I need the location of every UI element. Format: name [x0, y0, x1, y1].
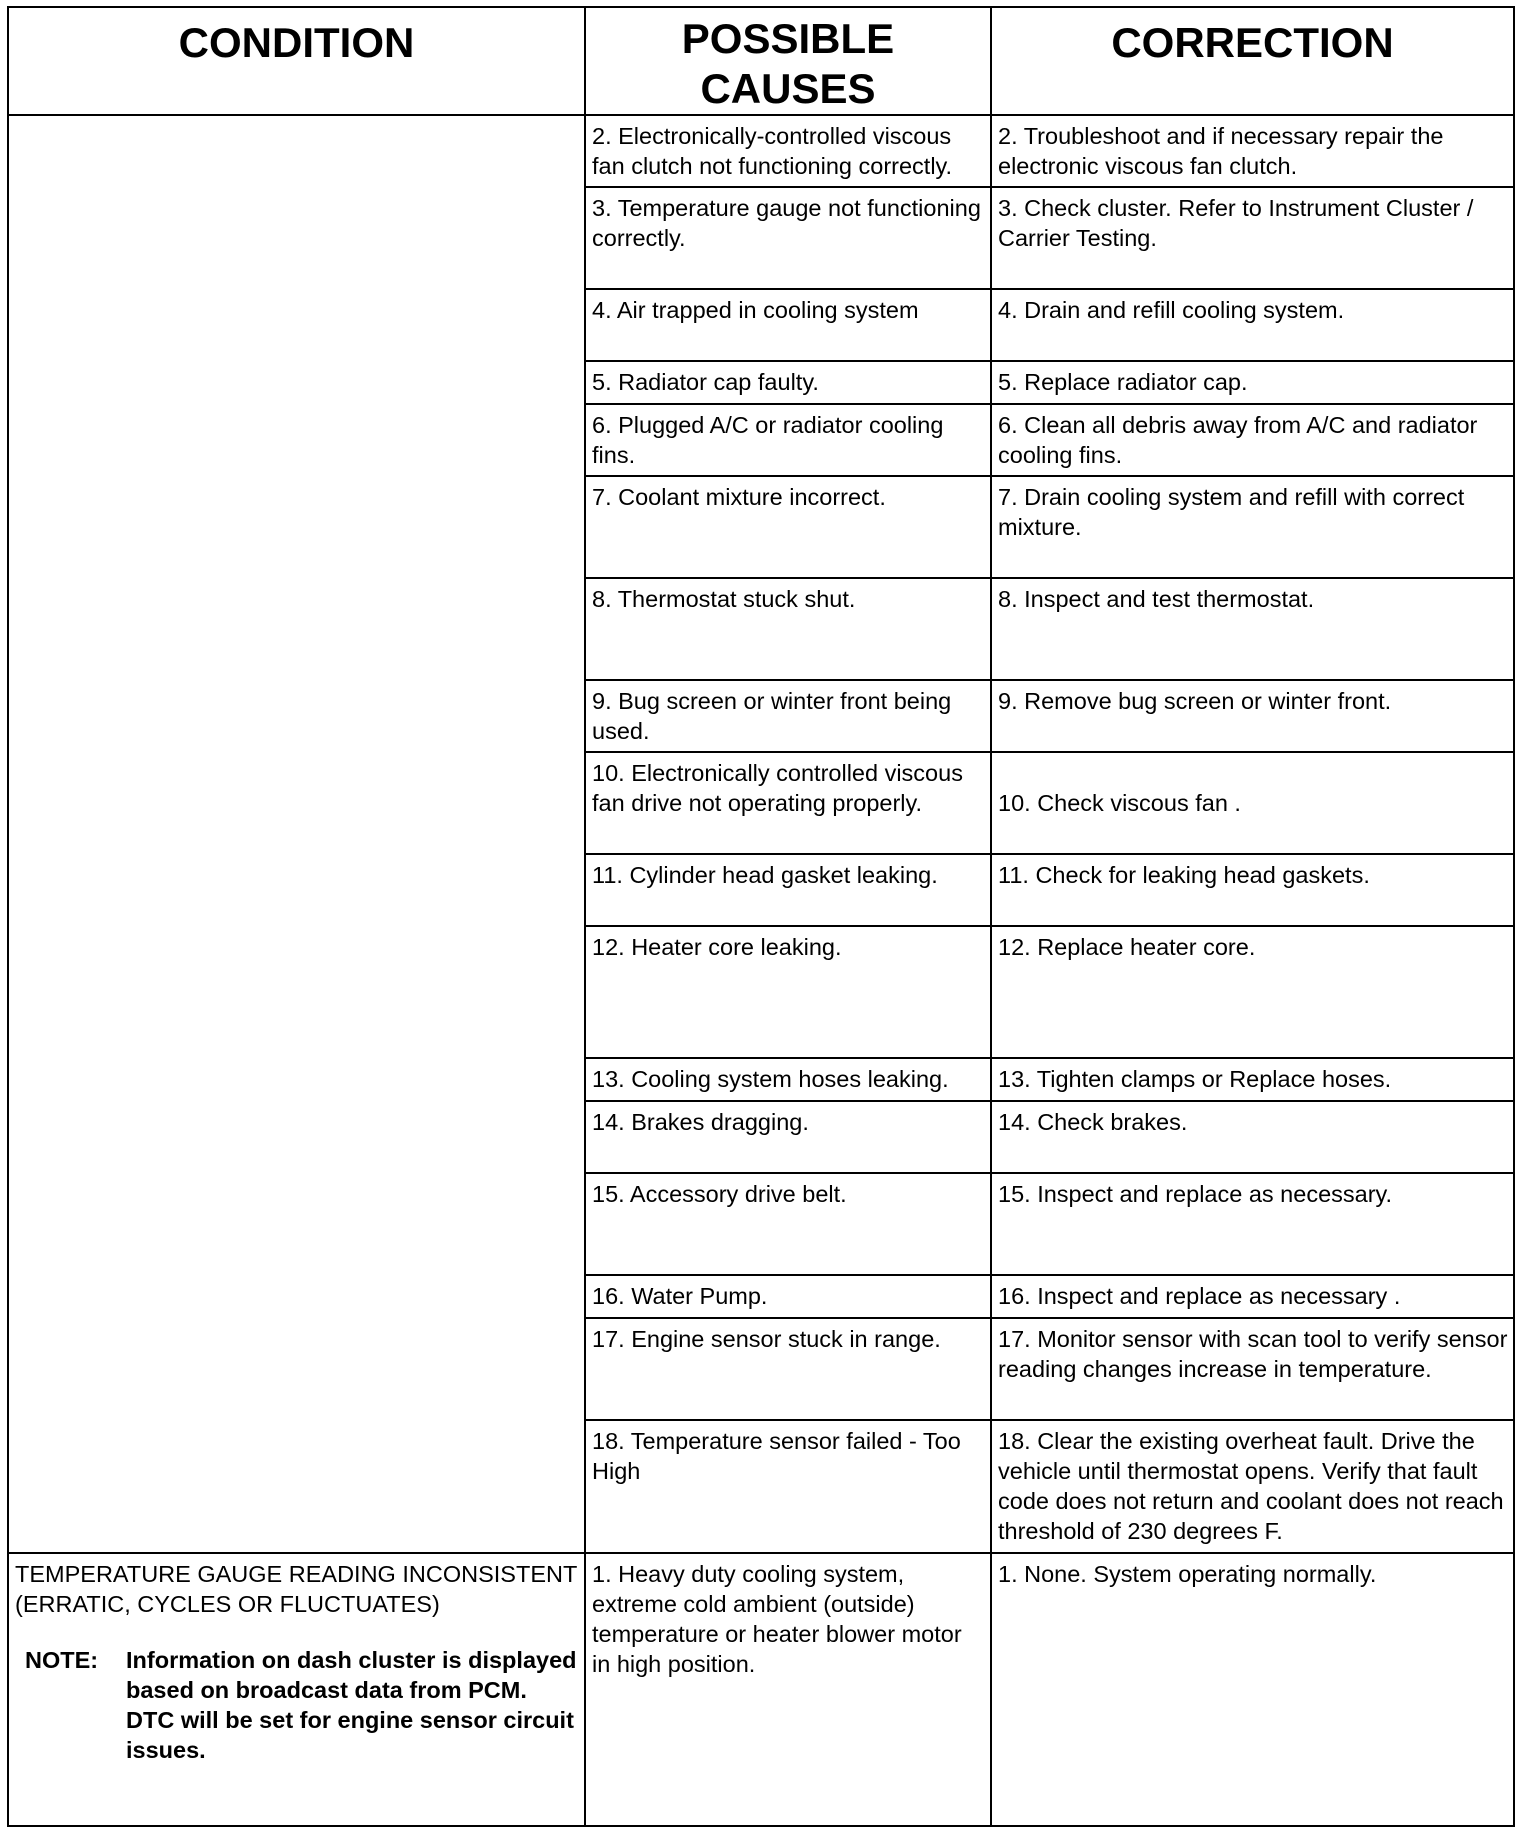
cause-cell: 15. Accessory drive belt.	[585, 1173, 991, 1275]
table-row	[8, 1420, 1514, 1553]
condition-cell	[8, 1318, 585, 1420]
condition-cell	[8, 289, 585, 361]
table-row	[8, 115, 1514, 187]
cause-cell: 9. Bug screen or winter front being used.	[585, 680, 991, 752]
note	[15, 1645, 579, 1765]
table-row	[8, 926, 1514, 1058]
correction-cell: 15. Inspect and replace as necessary.	[991, 1173, 1514, 1275]
correction-cell: 16. Inspect and replace as necessary .	[991, 1275, 1514, 1318]
table-row	[8, 361, 1514, 404]
condition-cell	[8, 752, 585, 854]
correction-cell: 4. Drain and refill cooling system.	[991, 289, 1514, 361]
cause-cell: 1. Heavy duty cooling system, extreme cold ambient (outside) temperature or heater blower motor in high position.	[585, 1553, 991, 1826]
header-correction: CORRECTION	[991, 7, 1514, 115]
condition-cell	[8, 361, 585, 404]
table-row	[8, 1318, 1514, 1420]
condition-cell	[8, 1553, 585, 1826]
correction-cell: 6. Clean all debris away from A/C and radiator cooling fins.	[991, 404, 1514, 476]
table-row	[8, 187, 1514, 289]
condition-cell	[8, 1275, 585, 1318]
correction-cell: 18. Clear the existing overheat fault. Drive the vehicle until thermostat opens. Verify that fault code does not return and coolant does not reach threshold of 230 degrees F.	[991, 1420, 1514, 1553]
condition-cell	[8, 476, 585, 578]
table-row	[8, 1101, 1514, 1173]
correction-cell: 1. None. System operating normally.	[991, 1553, 1514, 1826]
cause-cell: 6. Plugged A/C or radiator cooling fins.	[585, 404, 991, 476]
cause-cell: 3. Temperature gauge not functioning correctly.	[585, 187, 991, 289]
condition-cell	[8, 926, 585, 1058]
table-row	[8, 404, 1514, 476]
correction-cell: 11. Check for leaking head gaskets.	[991, 854, 1514, 926]
note-text: Information on dash cluster is displayed based on broadcast data from PCM. DTC will be set for engine sensor circuit issues.	[126, 1647, 577, 1763]
header-condition: CONDITION	[8, 7, 585, 115]
condition-cell	[8, 187, 585, 289]
condition-cell	[8, 680, 585, 752]
table-row	[8, 578, 1514, 680]
correction-cell: 8. Inspect and test thermostat.	[991, 578, 1514, 680]
table-row	[8, 1058, 1514, 1101]
cause-cell: 12. Heater core leaking.	[585, 926, 991, 1058]
correction-cell: 14. Check brakes.	[991, 1101, 1514, 1173]
table-row	[8, 476, 1514, 578]
condition-cell	[8, 115, 585, 187]
header-possible-causes: POSSIBLE CAUSES	[585, 7, 991, 115]
cause-cell: 14. Brakes dragging.	[585, 1101, 991, 1173]
cause-cell: 5. Radiator cap faulty.	[585, 361, 991, 404]
cause-cell: 2. Electronically-controlled viscous fan clutch not functioning correctly.	[585, 115, 991, 187]
condition-cell	[8, 1420, 585, 1553]
note-label: NOTE:	[25, 1647, 99, 1673]
cause-cell: 17. Engine sensor stuck in range.	[585, 1318, 991, 1420]
condition-text: TEMPERATURE GAUGE READING INCONSISTENT (ERRATIC, CYCLES OR FLUCTUATES)	[15, 1561, 577, 1617]
table-row	[8, 752, 1514, 854]
cause-cell: 4. Air trapped in cooling system	[585, 289, 991, 361]
correction-cell: 13. Tighten clamps or Replace hoses.	[991, 1058, 1514, 1101]
correction-cell: 17. Monitor sensor with scan tool to verify sensor reading changes increase in temperature.	[991, 1318, 1514, 1420]
correction-cell: 9. Remove bug screen or winter front.	[991, 680, 1514, 752]
header-row	[8, 7, 1514, 115]
cause-cell: 18. Temperature sensor failed - Too High	[585, 1420, 991, 1553]
cause-cell: 13. Cooling system hoses leaking.	[585, 1058, 991, 1101]
table-row	[8, 1275, 1514, 1318]
table-row	[8, 1173, 1514, 1275]
table-row	[8, 1553, 1514, 1826]
correction-cell: 12. Replace heater core.	[991, 926, 1514, 1058]
cause-cell: 11. Cylinder head gasket leaking.	[585, 854, 991, 926]
correction-cell: 5. Replace radiator cap.	[991, 361, 1514, 404]
condition-cell	[8, 1058, 585, 1101]
correction-cell: 7. Drain cooling system and refill with correct mixture.	[991, 476, 1514, 578]
table-row	[8, 854, 1514, 926]
cause-cell: 8. Thermostat stuck shut.	[585, 578, 991, 680]
cause-cell: 7. Coolant mixture incorrect.	[585, 476, 991, 578]
condition-cell	[8, 1173, 585, 1275]
condition-cell	[8, 854, 585, 926]
troubleshooting-table	[7, 6, 1515, 1827]
condition-cell	[8, 1101, 585, 1173]
cause-cell: 10. Electronically controlled viscous fan drive not operating properly.	[585, 752, 991, 854]
correction-cell: 10. Check viscous fan .	[991, 752, 1514, 854]
table-row	[8, 680, 1514, 752]
cause-cell: 16. Water Pump.	[585, 1275, 991, 1318]
table-row	[8, 289, 1514, 361]
condition-cell	[8, 578, 585, 680]
correction-cell: 3. Check cluster. Refer to Instrument Cluster / Carrier Testing.	[991, 187, 1514, 289]
correction-cell: 2. Troubleshoot and if necessary repair the electronic viscous fan clutch.	[991, 115, 1514, 187]
condition-cell	[8, 404, 585, 476]
